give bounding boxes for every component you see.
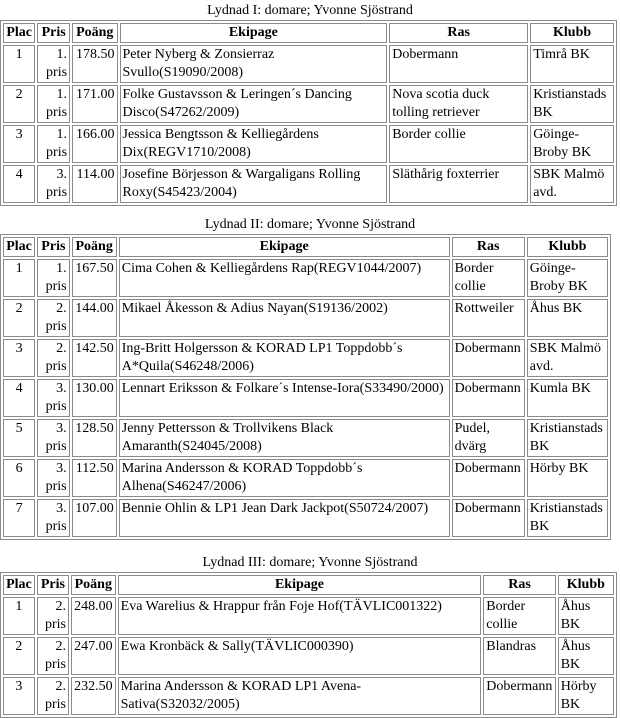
ras-cell: Dobermann [452,339,525,377]
plac-cell: 2 [3,85,35,123]
col-header-pris: Pris [37,23,70,43]
ekipage-cell: Folke Gustavsson & Leringen´s Dancing Disco(S47262/2009) [120,85,388,123]
pris-cell: 2. pris [37,339,69,377]
ras-cell: Blandras [483,637,555,675]
plac-cell: 2 [3,637,35,675]
poang-cell: 142.50 [72,339,117,377]
klubb-cell: Hörby BK [558,677,614,715]
poang-cell: 171.00 [72,85,117,123]
ekipage-cell: Marina Andersson & KORAD LP1 Avena-Sativa(S32032/2005) [118,677,482,715]
col-header-poang: Poäng [72,237,117,257]
results-table [0,572,617,718]
ekipage-cell: Cima Cohen & Kelliegårdens Rap(REGV1044/2007) [119,259,450,297]
section-title: Lydnad III: domare; Yvonne Sjöstrand [202,555,418,570]
col-header-poang: Poäng [72,23,117,43]
results-table [0,234,611,540]
ekipage-cell: Peter Nyberg & Zonsierraz Svullo(S19090/2008) [120,45,388,83]
klubb-cell: Göinge-Broby BK [530,125,614,163]
plac-cell: 5 [3,419,35,457]
col-header-ras: Ras [452,237,525,257]
ras-cell: Dobermann [452,459,525,497]
poang-cell: 166.00 [72,125,117,163]
table-row [3,379,608,417]
section-lydnad-1 [0,0,620,206]
klubb-cell: Åhus BK [527,299,608,337]
poang-cell: 114.00 [72,165,117,203]
col-header-ekipage: Ekipage [120,23,388,43]
table-row [3,597,614,635]
col-header-plac: Plac [3,23,35,43]
ras-cell: Border collie [483,597,555,635]
plac-cell: 3 [3,339,35,377]
ras-cell: Rottweiler [452,299,525,337]
col-header-pris: Pris [37,575,69,595]
poang-cell: 130.00 [72,379,117,417]
ras-cell: Dobermann [452,379,525,417]
klubb-cell: Kumla BK [527,379,608,417]
col-header-plac: Plac [3,237,35,257]
results-table [0,20,617,206]
pris-cell: 1. pris [37,85,70,123]
plac-cell: 3 [3,677,35,715]
klubb-cell: SBK Malmö avd. [527,339,608,377]
col-header-klubb: Klubb [558,575,614,595]
pris-cell: 1. pris [37,125,70,163]
plac-cell: 6 [3,459,35,497]
pris-cell: 3. pris [37,379,69,417]
klubb-cell: Åhus BK [558,597,614,635]
plac-cell: 2 [3,299,35,337]
pris-cell: 2. pris [37,299,69,337]
table-row [3,125,614,163]
poang-cell: 178.50 [72,45,117,83]
klubb-cell: Göinge-Broby BK [527,259,608,297]
section-title: Lydnad I: domare; Yvonne Sjöstrand [207,3,413,18]
plac-cell: 4 [3,165,35,203]
col-header-klubb: Klubb [527,237,608,257]
table-row [3,339,608,377]
table-row [3,677,614,715]
pris-cell: 3. pris [37,459,69,497]
table-row [3,85,614,123]
section-title: Lydnad II: domare; Yvonne Sjöstrand [204,217,416,232]
ekipage-cell: Ewa Kronbäck & Sally(TÄVLIC000390) [118,637,482,675]
pris-cell: 2. pris [37,637,69,675]
col-header-klubb: Klubb [530,23,614,43]
pris-cell: 1. pris [37,45,70,83]
ras-cell: Border collie [452,259,525,297]
ras-cell: Dobermann [483,677,555,715]
table-row [3,637,614,675]
poang-cell: 247.00 [71,637,116,675]
ras-cell: Släthårig foxterrier [389,165,528,203]
ras-cell: Dobermann [389,45,528,83]
col-header-ras: Ras [389,23,528,43]
ekipage-cell: Mikael Åkesson & Adius Nayan(S19136/2002) [119,299,450,337]
klubb-cell: Kristianstads BK [530,85,614,123]
pris-cell: 3. pris [37,499,69,537]
klubb-cell: Timrå BK [530,45,614,83]
plac-cell: 4 [3,379,35,417]
table-row [3,499,608,537]
table-row [3,45,614,83]
pris-cell: 2. pris [37,677,69,715]
header-row [3,237,608,257]
col-header-ekipage: Ekipage [118,575,482,595]
ekipage-cell: Lennart Eriksson & Folkare´s Intense-Iora(S33490/2000) [119,379,450,417]
ras-cell: Pudel, dvärg [452,419,525,457]
poang-cell: 232.50 [71,677,116,715]
plac-cell: 1 [3,259,35,297]
table-row [3,459,608,497]
poang-cell: 112.50 [72,459,117,497]
ekipage-cell: Marina Andersson & KORAD Toppdobb´s Alhena(S46247/2006) [119,459,450,497]
table-row [3,419,608,457]
col-header-pris: Pris [37,237,69,257]
section-lydnad-3 [0,552,620,718]
ras-cell: Nova scotia duck tolling retriever [389,85,528,123]
table-row [3,259,608,297]
pris-cell: 3. pris [37,419,69,457]
col-header-plac: Plac [3,575,35,595]
klubb-cell: Kristianstads BK [527,499,608,537]
col-header-ras: Ras [483,575,555,595]
pris-cell: 3. pris [37,165,70,203]
ekipage-cell: Bennie Ohlin & LP1 Jean Dark Jackpot(S50724/2007) [119,499,450,537]
table-row [3,165,614,203]
section-lydnad-2 [0,214,620,540]
klubb-cell: SBK Malmö avd. [530,165,614,203]
ekipage-cell: Ing-Britt Holgersson & KORAD LP1 Toppdobb´s A*Quila(S46248/2006) [119,339,450,377]
poang-cell: 128.50 [72,419,117,457]
poang-cell: 144.00 [72,299,117,337]
klubb-cell: Kristianstads BK [527,419,608,457]
plac-cell: 3 [3,125,35,163]
plac-cell: 1 [3,45,35,83]
ekipage-cell: Jessica Bengtsson & Kelliegårdens Dix(REGV1710/2008) [120,125,388,163]
plac-cell: 1 [3,597,35,635]
klubb-cell: Åhus BK [558,637,614,675]
ras-cell: Border collie [389,125,528,163]
header-row [3,575,614,595]
ekipage-cell: Jenny Pettersson & Trollvikens Black Amaranth(S24045/2008) [119,419,450,457]
pris-cell: 1. pris [37,259,69,297]
poang-cell: 248.00 [71,597,116,635]
ras-cell: Dobermann [452,499,525,537]
poang-cell: 107.00 [72,499,117,537]
pris-cell: 2. pris [37,597,69,635]
col-header-poang: Poäng [71,575,116,595]
plac-cell: 7 [3,499,35,537]
header-row [3,23,614,43]
poang-cell: 167.50 [72,259,117,297]
klubb-cell: Hörby BK [527,459,608,497]
table-row [3,299,608,337]
col-header-ekipage: Ekipage [119,237,450,257]
ekipage-cell: Eva Warelius & Hrappur från Foje Hof(TÄVLIC001322) [118,597,482,635]
ekipage-cell: Josefine Börjesson & Wargaligans Rolling Roxy(S45423/2004) [120,165,388,203]
